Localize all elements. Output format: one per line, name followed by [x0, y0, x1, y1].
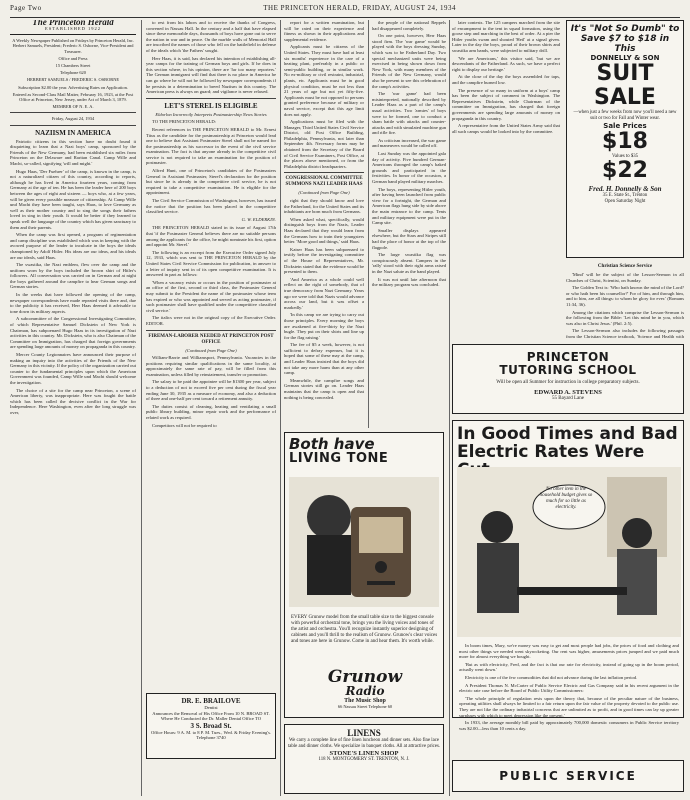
- letter-paragraph: Alfred Hunt, one of Princeton's candidates of the Postmasters General in Assistant Postmaster, Sterel's declaration for the position but since he is already in the competitive civil service, he is not required to take a competitive examination. He is eligible for the appointment.: [146, 168, 276, 196]
- suit-ad-address: 35 E. State St., Trenton: [602, 193, 648, 199]
- editorial-paragraph: Hugo Haas, 'Der Fuehrer' of the camp, is known in the camp, is not a naturalized citizen of this country, according to reports, although he has lived in America fourteen years, coming from Germany at the age of ten. He has been the leader here of 200 boys between the ages of eight and sixteen — boys who, at a few years, will be given every possible measure of citizenship. At Camp Wille und Macht they have been taught, says Haas, to love Germany as well as their mother country and to sing the songs their fathers loved in sing in their youth. It would be better if they learned to speak well the language of the country which has given sanctuary to them and their parents.: [10, 168, 136, 230]
- tutoring-title-2: TUTORING SCHOOL: [499, 363, 637, 377]
- editorial-paragraph: Patriotic citizens in this section have no doubt found it disquieting to learn that a Nazi boys' camp, sponsored by the Friends of the New Germany, had been established six miles from Princeton on the Delaware and Raritan Canal. Camp Wille and Macht, so-called, signifying 'will and might.': [10, 138, 136, 166]
- fireman-deck: (Continued from Page One): [185, 347, 237, 353]
- electric-ad-paragraph: In boom times, Mary, we're money was easy to get and most people had jobs, the prices of food and clothing and most other things we needed went skyrocketing. Our rent was higher, amusements prices jumped and we paid much more for almost everything we bought.: [459, 643, 679, 660]
- editorial-paragraph: to rest from his labors and to receive the thanks of Congress, convened in Nassau Hall. In the century and a half that have elapsed since these memorable days, thousands of boys have gone out to serve the nation in war and in peace. On the marble walls of Memorial Hall are inscribed the names of those who fell on the battlefield in defense of the ideals which 'the Fathers' sought.: [146, 20, 276, 53]
- suit-ad-price-2: $22: [602, 158, 648, 184]
- article-paragraph: report for a written examination, but will be rated on their experience and fitness as shown in their applications and supplemental evidence.: [284, 20, 364, 42]
- dentist-ad-title: DR. E. BRAILOVE: [181, 697, 241, 705]
- article-paragraph: Applications must be filed with the Manager, Third United States Civil Service District, old Post Office Building, Philadelphia, Pennsylvania, not later than September 4th. Necessary forms may be obtained from the Secretary of the Board of Civil Service Examiners, Post Office, at the places above mentioned, or from the Philadelphia district headquarters.: [284, 119, 364, 169]
- editorial-paragraph: In the weeks that have followed the opening of the camp, newspaper correspondents have made repeated visits there and, due to the publicity it has received, Herr Haas deemed it advisable to tone down its military aspects.: [10, 292, 136, 314]
- dentist-ad-address: 3 S. Broad St.: [190, 721, 232, 730]
- fireman-paragraph: The duties consist of cleaning, heating and ventilating a small public library building, minor repair work and the performance of related work as required.: [146, 403, 276, 421]
- column-4: [372, 20, 446, 428]
- electric-ad-paragraph: In 1933, the average monthly bill paid by approximately 700,000 domestic consumers in Public Service territory was $2.00—less than 10 cents a day.: [459, 720, 679, 731]
- article-paragraph: As criticism increased, the war game and maneuvers would be called off.: [372, 137, 446, 149]
- fireman-title: FIREMAN-LABORER NEEDED AT PRINCETON POST OFFICE: [148, 333, 274, 345]
- radio-ad-headline-1: Both have: [289, 435, 375, 453]
- divider: [146, 98, 276, 99]
- article-paragraph: 'We are Americans,' this visitor said, 'but we are descendants of the Fatherland. As such, we have a perfect right to display our heritage.': [452, 55, 560, 72]
- public-service-text: PUBLIC SERVICE: [499, 769, 637, 783]
- electric-ad-bubble: No other item in the household budget gives so much for so little as electricity.: [539, 487, 593, 510]
- masthead-publisher: A Weekly Newspaper Published on Fridays by Princeton Herald, Inc. Herbert Samuels, President; Frederic S. Osborne, Vice-President and Treasurer.: [12, 38, 134, 54]
- science-title: Christian Science Service: [597, 264, 653, 269]
- running-head: [10, 4, 680, 18]
- radio-illustration: [289, 477, 439, 607]
- column-rule: [141, 20, 142, 796]
- electric-ad-paragraph: Electricity is one of the few commodities that did not advance during the last inflation period.: [465, 674, 638, 680]
- congress-paragraph: 'And America as a whole could well reflect on the right of somebody, that of true democracy from Nazi Germany. Years ago we were told that Nazis would advance across our land, but it was offset a markedly.': [284, 276, 364, 310]
- masthead-entry: Entered as Second-Class Mail Matter, February 16, 1923, at the Post Office at Princeton, New Jersey, under Act of March 3, 1879.: [12, 91, 134, 103]
- dentist-ad-lines: Announces the Removal of His Office From 10 N. BROAD ST. Where He Conducted the Dr. Maller Dental Office TO: [152, 710, 270, 722]
- suit-ad-signature: Fred. H. Donnelly & Son: [588, 185, 662, 194]
- suit-ad-price-1: $18: [602, 128, 648, 154]
- congress-paragraph: 'In this camp we are trying to carry out those principles. Every morning the boys are awakened at five-thirty by the Nazi bugle. They put on their shirts and line up for the flag raising.': [284, 312, 364, 340]
- congress-deck: (Continued from Page One): [298, 190, 350, 196]
- suit-ad-sub: —when just a few weeks from now you'll need a new suit or two for Fall and Winter wear.: [573, 110, 677, 121]
- congress-paragraph: Meanwhile, the campfire songs and German stories still go on. Leader Haas maintains that the camp is open and that nothing is being concealed.: [284, 377, 364, 400]
- running-head-spacer: [678, 4, 680, 15]
- fireman-paragraph: The salary to be paid the appointee will be $1300 per year, subject to a deduction of not to exceed five per cent during the fiscal year ending June 30, 1935 as a measure of economy, and also a deduction of three and one-half per cent toward a retirement annuity.: [146, 379, 276, 402]
- linens-ad: [284, 724, 444, 794]
- tutoring-name: EDWARD A. STEVENS: [534, 389, 602, 396]
- column-3: [284, 20, 364, 428]
- letter-signature: G. W. ELDERKIN.: [241, 216, 276, 222]
- masthead-subscription: Subscription $2.00 the year. Advertising Rates on Application.: [18, 84, 128, 90]
- letter-paragraph: The Civil Service Commission of Washington, however, has issued the notice that the position has been placed in the competitive classified service.: [146, 198, 276, 215]
- letter-paragraph: The following is an excerpt from the Executive Order signed July 12, 1933, which was sent to THE PRINCETON HERALD by the United States Civil Service Commission for publication, in answer to a letter of inquiry sent in of its open competitive examination. It is answered in part as follows:: [146, 249, 276, 278]
- grunow-radio-ad: [284, 432, 444, 718]
- editorial2-title: LET'S STEREL IS ELIGIBLE: [164, 101, 258, 110]
- divider: [10, 125, 136, 126]
- masthead-date: Friday, August 24, 1934: [51, 116, 95, 122]
- masthead-established: ESTABLISHED 1922: [44, 25, 101, 31]
- masthead-editors: HERBERT SAMUELS / FREDERIC S. OSBORNE: [26, 77, 120, 83]
- dentist-ad-phone: Office Hours: 9 A. M. to 8 P. M. Tues., Wed. & Friday Evening's. Telephone 3740: [150, 729, 272, 741]
- linens-ad-address: 118 N. MONTGOMERY ST. TRENTON, N. J.: [318, 757, 410, 762]
- electric-rates-ad: [452, 420, 684, 731]
- article-paragraph: At the close of the day the boys assembled for taps, and the campfire burned low.: [452, 74, 560, 85]
- science-paragraph: The Lesson-Sermon also includes the following passages from the Christian Science textbook, 'Science and Health with: [566, 328, 684, 339]
- electric-ad-paragraph: 'The whole principle of regulation rests upon the theory that, because of the peculiar nature of the business, operating utilities shall always be limited to a fair return upon the fair value of the property devoted to the public use. They are not like the ordinary industrial concerns that are unlimited as to profit, and in good times can lay up greater surpluses with which to meet depression like the present.': [459, 695, 679, 718]
- article-paragraph: On one point, however, Herr Haas stood firm. The 'war game' would be played with the boys dressing Sunday, which was to be Fatherland Day. Two special mechanized units were being exercised in being shown down from New York, with many members of the Friends of the New Germany, would also be present to see this celebration of the camp's activities.: [372, 33, 446, 89]
- radio-ad-brand-name: Grunow: [327, 667, 403, 687]
- dentist-ad-subtitle: Dentist: [204, 705, 218, 710]
- column-rule: [368, 20, 369, 428]
- congress-paragraph: When asked what, specifically, would distinguish boys from the Nazis, Leader Haas declared that they would learn from the Germans how to train their youngsters better. 'More good and things,' said Haas.: [284, 216, 364, 245]
- editorial-paragraph: The swastika, the Nazi emblem, flew over the camp and the uniform worn by the boys included the brown shirt of Hitler's followers. All conversation was carried on in German and at night the boys gathered around the campfire to hear German songs and German stories.: [10, 262, 136, 290]
- article-paragraph: It was not until late afternoon that the military program was concluded.: [372, 276, 446, 288]
- radio-ad-brand-2: Radio: [345, 684, 385, 698]
- dentist-ad: [146, 693, 276, 759]
- electric-ad-paragraph: 'But as with electricity, Fred, and the fact is that our rate for electricity, instead of going up in the boom period, actually went down.': [459, 661, 679, 673]
- letter-salutation: TO THE PRINCETON HERALD:: [152, 119, 216, 125]
- suit-ad-tagline: It's "Not So Dumb" to Save $7 to $18 in This: [570, 24, 680, 54]
- masthead: [10, 20, 136, 35]
- science-paragraph: Among the citations which comprise the Lesson-Sermon is the following from the Bible: 'Let this mind be in you, which was also in Christ Jesus.' (Phil. 2:5).: [566, 309, 684, 326]
- masthead-title: The Princeton Herald: [32, 20, 114, 27]
- radio-ad-body: EVERY Grunow model from the small table size to the biggest console with powerful orchestral tone, brings you the living voices and tones of the artist and orchestra. You'll recognize instantly superior designing of cabinets and you'll thrill to the realism of Grunow. Grunow's clear voices and tones are here in Grunow. Come in and hear them. It's worth while.: [291, 615, 438, 644]
- linens-ad-store: STONE'S LINEN SHOP: [329, 750, 399, 757]
- suit-ad-hours: Open Saturday Night: [604, 199, 646, 205]
- editorial-title: NAZIISM IN AMERICA: [35, 128, 111, 137]
- tutoring-address: 55 Bayard Lane: [552, 396, 584, 401]
- divider: [146, 330, 276, 331]
- radio-ad-brand: [291, 669, 439, 709]
- editorial-paragraph: Mercer County Legionnaires have announced their purpose of making an inquiry into the activities of the Friends of the New Germany in this vicinity. If the policy of the organization carried out counter to the fundamental principles upon which the American Government was founded, Camp Wille und Macht should welcome the investigation.: [10, 352, 136, 385]
- tutoring-ad: [452, 344, 684, 414]
- radio-ad-address: 66 Nassau Street Telephone 60: [337, 704, 393, 709]
- congress-paragraph: right that they should know and love the Fatherland, for the United States and its inhabitants are born much from Germans.: [284, 198, 364, 215]
- science-paragraph: The Golden Text is: 'Who hath known the mind of the Lord? or who hath been his counsellor?' For of him, and through him, and to him, are all things: to whom be glory for ever.' (Romans 11:34, 36).: [566, 285, 684, 307]
- editorial-paragraph: Herr Haas, it is said, has declared his intention of establishing all-year camps for the training of German boys and girls. If he does in this section where, in his opinion, there are 'far too many reporters.' The German immigrant will find that there is no place in America he can go where he will not be followed by newspaper correspondents if he persists in a determination to breed Naziism in this country. The American press is always on guard; and vigilance is never relaxed.: [146, 55, 276, 95]
- editorial2-deck: Eldorlon Incorrectly Interprets Postmastership News Stories: [155, 111, 267, 117]
- letter-paragraph: 'When a vacancy exists or occurs in the position of postmaster at an office of the first, second or third class, the Postmaster General may submit to the President the name of the postmaster whose term has expired or who was appointed and served as acting postmaster, if such postmaster shall have qualified under the competitive classified civil service.': [146, 279, 276, 313]
- radio-ad-headline-2: LIVING TONE: [289, 451, 389, 466]
- science-paragraph: 'Mind' will be the subject of the Lesson-Sermon in all Churches of Christ, Scientist, on Sunday.: [566, 272, 684, 283]
- suit-ad-store-top: DONNELLY & SON: [590, 54, 660, 62]
- radio-ad-shop: The Music Shop: [344, 698, 386, 704]
- linens-ad-title: LINENS: [347, 728, 381, 738]
- article-paragraph: The presence of so many in uniform at a boys' camp has been the subject of comment in Washington. The Representatives Dickstein, while Chairman of the committee on Immigration, has charged that foreign governments are spending large amounts of money on propaganda in this country.: [452, 87, 560, 121]
- article-paragraph: Applicants must be citizens of the United States. They must have had at least six months' experience in the care of a heating plant, preferably in a public or semi-public building, or in similar work. No ex-military or civil restraint, industrial, plants, etc. Applicants must be in good physical condition, must be not less than 21 years of age but not yet fifty-five. Applicants must be not opposed to persons granted preference because of military or naval service, except that this age limit does not apply.: [284, 44, 364, 117]
- electric-ad-body: [459, 643, 679, 733]
- tutoring-title-1: PRINCETON: [526, 350, 610, 364]
- article-paragraph: Smaller displays appeared elsewhere, but the Stars and Stripes still had the place of honor at the top of the flagpole.: [372, 227, 446, 250]
- electric-ad-paragraph: A President Thomas N. McCarter of Public Service Electric and Gas Company said in his recent argument in the electric rate case before the Board of Public Utility Commissioners:: [459, 682, 679, 694]
- public-service-logo: [452, 760, 684, 792]
- congress-paragraph: Kaiser Haas has been subpoenaed to testify before the investigating committee of the House of Representatives, Mr. Dickstein stated that the evidence would be presented to them.: [284, 246, 364, 275]
- suit-ad-title: SUIT SALE: [594, 61, 656, 110]
- article-paragraph: The boys, representing Hitler youth, after having been launched from public view for a fortnight, the German and American flags hung side by side above the main entrance to the camp. Tents and military equipment were put in the Camp site.: [372, 186, 446, 226]
- letter-paragraph: THE PRINCETON HERALD stated in its issue of August 17th that 'if the Postmaster General believes there are no suitable persons among the applicants for the office, he might nominate his first, option and appoint Mr. Sterel.': [146, 225, 276, 248]
- divider: [10, 112, 136, 113]
- column-5: [452, 20, 560, 340]
- suit-ad-price-sep: Values to $35: [611, 153, 639, 159]
- masthead-office-address: 15 Chambers Street: [55, 63, 91, 68]
- fireman-paragraph: William-Barrie and Williamsport, Pennsylvania. Vacancies in the positions requiring similar qualifications in the same locality, at approximately the same rate of pay, will be filled from this examination, unless filled by reinstatement, transfer or promotion.: [146, 355, 276, 377]
- article-paragraph: later contests. The 125 campers marched from the site of encampment to the tent in squad formation, using the goose step and marching in the best of order. At a pier the Hitler youths swam and shouted 'Heil' at a signal given. Later in the day the boys, proud of their brown shirts and swastika arm bands, were subjected to military drill.: [452, 20, 560, 53]
- masthead-member: MEMBER OF N. E. A.: [52, 104, 94, 110]
- letter-paragraph: Recent references in THE PRINCETON HERALD to Mr. Ernest Titus as the candidate for the postmastership at Princeton would lead one to believe that Assistant Postmaster Sterel shall not be named for the postmastership as his successor in the event of the civil service examination. The fact is that anyone already in the competitive civil service is not required to take an examination for the position of postmaster.: [146, 126, 276, 166]
- congress-paragraph: The fee of $5 a week, however, is not sufficient to defray expenses, but it is hoped that some of these may at the camp, and Leader Haas insisted that the boys did not take any more harm than at any other camp.: [284, 342, 364, 376]
- running-head-page: Page Two: [10, 4, 42, 12]
- electric-ad-headline: In Good Times and Bad Electric Rates Were: [457, 424, 678, 462]
- running-head-title: THE PRINCETON HERALD, FRIDAY, AUGUST 24, 1934: [263, 4, 457, 12]
- editorial-paragraph: When the camp was first opened, a program of regimentation and camp discipline was established which was in keeping with the avowed purpose of the leader to inculcate in the boys the ideals championed by Adolf Hitler. His ideas are our ideas, and his ideals are our ideals, said Haas.: [10, 232, 136, 260]
- column-rule: [280, 20, 281, 796]
- suit-ad-subhead: Sale Prices: [603, 121, 647, 130]
- article-paragraph: A representative from the United States Army said that all such camps would be looked into by the committee.: [452, 123, 560, 134]
- masthead-telephone: Telephone 620: [60, 70, 86, 76]
- column-1: [10, 20, 136, 796]
- divider: [284, 172, 364, 173]
- column-2: [146, 20, 276, 690]
- letter-paragraph: The italics were not in the original copy of the Executive Order. EDITOR.: [146, 315, 276, 326]
- masthead-office: Office and Press: [58, 55, 88, 61]
- article-paragraph: Last Sunday was the appointed gala day of activity. Five hundred German-Americans thronged the camp's baked grounds and participated in the festivities. In honor of the occasion, a German band played military marches.: [372, 151, 446, 185]
- fireman-paragraph: Competitors will not be required to: [152, 422, 217, 428]
- article-paragraph: The 'war game' had been misinterpreted, nationally described by Leader Haas as a part of the camp's usual activities. Two 'armies' of boys were to be formed, one to conduct a sham battle with attacks and counter-attacks and with simulated machine gun and rifle fire.: [372, 91, 446, 136]
- article-paragraph: the people of the national Reppels had disappeared completely.: [372, 20, 446, 31]
- editorial-paragraph: The choice of a site for the camp near Princeton, a scene of American liberty, was inappropriate. Here was fought the battle which has been called the decisive conflict in the War for Independence. Here Washington, even after the long struggle was over,: [10, 387, 136, 415]
- tutoring-line: Will be open all Summer for instruction in college preparatory subjects.: [496, 380, 640, 385]
- column-rule: [449, 20, 450, 796]
- congress-title: CONGRESSIONAL COMMITTEE SUMMONS NAZI LEADER HAAS: [285, 176, 363, 188]
- linens-ad-body: We carry a complete line of fine linen luncheon and dinner sets. Also fine lace table and dinner cloths. We specialize in banquet cloths. All at attractive prices.: [287, 738, 441, 749]
- article-paragraph: The large swastika flag was conspicuously absent. Campers in the 'rally' stood with their right arms raised in the Nazi salute as the band played.: [372, 252, 446, 274]
- column-6: [566, 262, 684, 340]
- suit-sale-ad: [566, 20, 684, 258]
- editorial-paragraph: A subcommittee of the Congressional Investigating Committee, of which Representative Samuel Dickstein of New York is Chairman, has subpoenaed Hugo Haas in its investigation of Nazi activities in this country. Mr. Dickstein, who is also Chairman of the Committee on Immigration, has charged that foreign governments are spending large amounts of money on propaganda in this country.: [10, 316, 136, 350]
